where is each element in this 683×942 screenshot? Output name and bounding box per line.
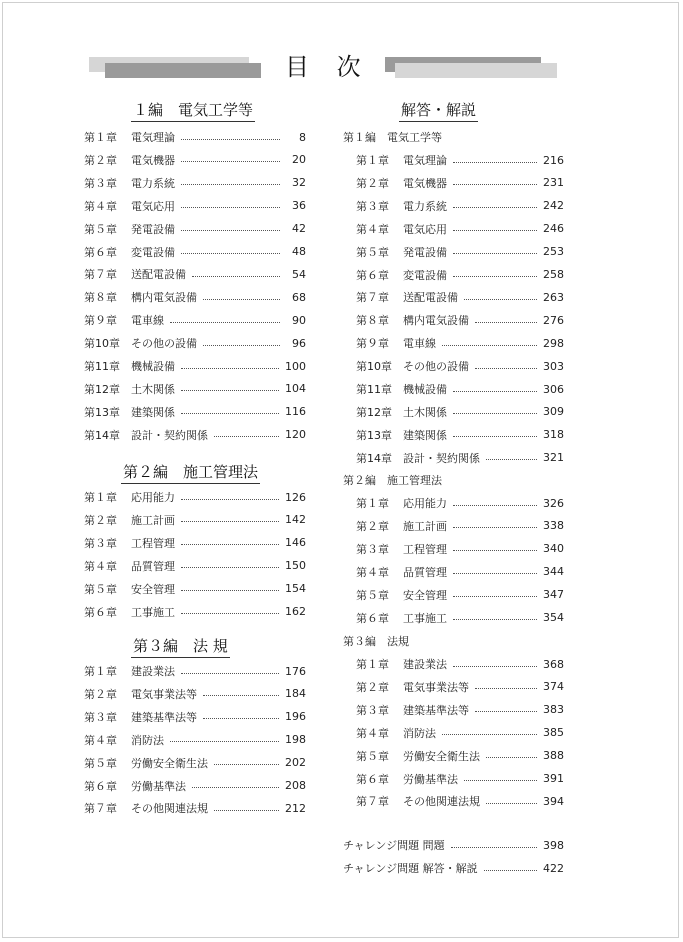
chapter-number: 第３章 [84, 536, 117, 550]
chapter-title: 施工計画 [403, 519, 447, 533]
page-number: 20 [292, 153, 306, 167]
leader-dots [451, 847, 537, 848]
page-number: 347 [543, 588, 564, 602]
chapter-title: 施工計画 [131, 513, 175, 527]
page-number: 422 [543, 861, 564, 875]
leader-dots [453, 253, 537, 254]
leader-dots [453, 391, 537, 392]
chapter-title: 工程管理 [131, 536, 175, 550]
chapter-title: 電気事業法等 [403, 680, 469, 694]
answer-entry [356, 267, 564, 283]
leader-dots [203, 695, 279, 696]
page-number: 231 [543, 176, 564, 190]
toc-entry [84, 335, 306, 351]
toc-entry [84, 152, 306, 168]
page-number: 142 [285, 513, 306, 527]
answer-entry [356, 335, 564, 351]
leader-dots [170, 322, 280, 323]
page-number: 340 [543, 542, 564, 556]
answer-entry [356, 244, 564, 260]
leader-dots [181, 499, 279, 500]
leader-dots [475, 322, 537, 323]
answer-entry [356, 793, 564, 809]
chapter-title: その他関連法規 [131, 802, 208, 816]
toc-entry [84, 129, 306, 145]
page-number: 176 [285, 664, 306, 678]
leader-dots [453, 666, 537, 667]
chapter-number: 第９章 [84, 314, 117, 328]
chapter-title: 電気応用 [131, 199, 175, 213]
leader-dots [181, 184, 280, 185]
page-number: 374 [543, 680, 564, 694]
toc-entry [84, 663, 306, 679]
chapter-number: 第13章 [356, 428, 392, 442]
toc-entry [84, 709, 306, 725]
chapter-title: 電気理論 [403, 154, 447, 167]
chapter-title: 設計・契約関係 [403, 451, 480, 465]
toc-entry [84, 512, 306, 528]
leader-dots [453, 207, 537, 208]
answers-heading: 解答・解説 [399, 99, 478, 122]
leader-dots [475, 368, 537, 369]
answer-entry [356, 748, 564, 764]
chapter-title: 電気事業法等 [131, 687, 197, 701]
answer-entry [356, 541, 564, 557]
chapter-number: 第14章 [84, 428, 120, 442]
chapter-number: 第６章 [356, 772, 389, 786]
challenge-entry [343, 860, 564, 876]
answer-entry [356, 495, 564, 511]
chapter-number: 第３章 [84, 710, 117, 724]
chapter-title: 労働基準法 [403, 772, 458, 786]
page-number: 394 [543, 794, 564, 808]
leader-dots [181, 161, 280, 162]
page-number: 354 [543, 611, 564, 624]
leader-dots [181, 413, 279, 414]
chapter-number: 第４章 [84, 733, 117, 747]
leader-dots [464, 299, 537, 300]
leader-dots [214, 810, 279, 811]
leader-dots [214, 436, 279, 437]
chapter-title: 建築基準法等 [131, 710, 197, 724]
page-number: 344 [543, 565, 564, 579]
leader-dots [475, 688, 537, 689]
page-number: 154 [285, 582, 306, 596]
toc-entry [84, 427, 306, 443]
chapter-title: その他関連法規 [403, 795, 480, 809]
answer-entry [356, 198, 564, 214]
toc-entry [84, 800, 306, 816]
chapter-title: チャレンジ問題 解答・解説 [343, 862, 478, 875]
chapter-number: 第６章 [356, 268, 389, 282]
chapter-title: その他の設備 [403, 360, 469, 374]
chapter-number: 第５章 [356, 749, 389, 763]
leader-dots [181, 139, 280, 140]
chapter-number: 第５章 [356, 245, 389, 259]
leader-dots [453, 413, 537, 414]
page-number: 116 [285, 405, 306, 419]
chapter-number: 第６章 [84, 779, 117, 793]
chapter-number: 第12章 [84, 382, 120, 396]
toc-entry [84, 381, 306, 397]
chapter-number: 第２章 [84, 687, 117, 701]
challenge-entry [343, 837, 564, 853]
chapter-number: 第11章 [356, 383, 392, 396]
chapter-title: 品質管理 [131, 559, 175, 573]
leader-dots [214, 764, 279, 765]
chapter-title: 安全管理 [131, 582, 175, 596]
chapter-title: その他の設備 [131, 337, 197, 351]
chapter-title: 工程管理 [403, 542, 447, 556]
toc-entry [84, 604, 306, 620]
section-heading: 第３編 法 規 [131, 635, 230, 658]
chapter-title: 電気機器 [403, 176, 447, 190]
page-number: 263 [543, 290, 564, 304]
chapter-title: 工事施工 [403, 611, 447, 625]
page-number: 338 [543, 519, 564, 533]
page-number: 258 [543, 268, 564, 281]
answer-entry [356, 564, 564, 580]
page-number: 212 [285, 801, 306, 815]
toc-entry [84, 289, 306, 305]
answer-entry [356, 381, 564, 397]
leader-dots [453, 619, 537, 620]
toc-entry [84, 558, 306, 574]
answer-group-label: 第３編 法規 [343, 635, 409, 648]
chapter-number: 第９章 [356, 337, 389, 351]
chapter-title: 土木関係 [403, 405, 447, 419]
chapter-title: 構内電気設備 [131, 291, 197, 305]
chapter-title: 工事施工 [131, 605, 175, 619]
answer-entry [356, 221, 564, 237]
chapter-number: 第13章 [84, 405, 120, 419]
chapter-number: 第７章 [356, 795, 389, 809]
toc-entry [84, 175, 306, 191]
answer-entry [356, 587, 564, 603]
chapter-number: 第11章 [84, 360, 120, 373]
section-heading: 第２編 施工管理法 [121, 461, 260, 484]
toc-entry [84, 221, 306, 237]
page-number: 398 [543, 838, 564, 852]
leader-dots [181, 253, 280, 254]
chapter-number: 第４章 [356, 726, 389, 740]
leader-dots [453, 550, 537, 551]
toc-entry [84, 358, 306, 374]
chapter-title: 設計・契約関係 [131, 428, 208, 442]
chapter-title: 建築関係 [403, 428, 447, 442]
chapter-title: 機械設備 [403, 383, 447, 396]
answer-entry [356, 450, 564, 466]
leader-dots [484, 870, 537, 871]
page-number: 104 [285, 382, 306, 396]
chapter-title: 品質管理 [403, 565, 447, 579]
chapter-number: 第１章 [356, 154, 389, 167]
chapter-number: 第２章 [356, 176, 389, 190]
chapter-number: 第４章 [84, 559, 117, 573]
leader-dots [170, 741, 279, 742]
chapter-title: 労働安全衛生法 [131, 756, 208, 770]
page-number: 32 [292, 176, 306, 190]
page-number: 202 [285, 756, 306, 770]
leader-dots [464, 780, 537, 781]
toc-entry [84, 732, 306, 748]
answer-entry [356, 404, 564, 420]
answer-entry [356, 702, 564, 718]
toc-entry [84, 244, 306, 260]
leader-dots [181, 567, 279, 568]
page-number: 162 [285, 605, 306, 618]
page-number: 54 [292, 267, 306, 281]
chapter-title: 応用能力 [403, 497, 447, 510]
leader-dots [453, 505, 537, 506]
page-number: 36 [292, 199, 306, 213]
chapter-title: 発電設備 [131, 222, 175, 236]
leader-dots [181, 230, 280, 231]
page-number: 303 [543, 359, 564, 373]
chapter-title: 電気理論 [131, 131, 175, 144]
page-number: 321 [543, 451, 564, 465]
leader-dots [453, 230, 537, 231]
chapter-title: 電力系統 [131, 176, 175, 190]
answer-entry [356, 610, 564, 626]
chapter-title: 建設業法 [403, 658, 447, 671]
toc-entry [84, 581, 306, 597]
chapter-number: 第３章 [356, 703, 389, 717]
leader-dots [192, 276, 280, 277]
chapter-title: 建築基準法等 [403, 703, 469, 717]
section-heading: １編 電気工学等 [131, 99, 255, 122]
answer-entry [356, 679, 564, 695]
leader-dots [181, 390, 279, 391]
page-number: 326 [543, 496, 564, 510]
toc-entry [84, 489, 306, 505]
leader-dots [453, 184, 537, 185]
toc-entry [84, 198, 306, 214]
toc-entry [84, 778, 306, 794]
chapter-title: 消防法 [131, 733, 164, 747]
toc-entry [84, 404, 306, 420]
chapter-title: 電気機器 [131, 153, 175, 167]
page-number: 298 [543, 336, 564, 350]
page-number: 146 [285, 536, 306, 550]
chapter-number: 第５章 [84, 582, 117, 596]
answer-entry [356, 656, 564, 672]
leader-dots [453, 436, 537, 437]
toc-entry [84, 755, 306, 771]
chapter-number: 第２章 [84, 513, 117, 527]
chapter-title: 労働安全衛生法 [403, 749, 480, 763]
chapter-number: 第６章 [356, 611, 389, 625]
answer-group-label: 第１編 電気工学等 [343, 131, 442, 144]
chapter-number: 第10章 [356, 360, 392, 374]
leader-dots [181, 207, 280, 208]
chapter-title: 土木関係 [131, 382, 175, 396]
page-number: 385 [543, 726, 564, 740]
chapter-number: 第１章 [356, 658, 389, 671]
chapter-number: 第１章 [84, 665, 117, 678]
chapter-number: 第12章 [356, 405, 392, 419]
leader-dots [203, 299, 280, 300]
answer-entry [356, 427, 564, 443]
chapter-title: 機械設備 [131, 360, 175, 373]
leader-dots [181, 368, 279, 369]
leader-dots [453, 527, 537, 528]
answer-entry [356, 771, 564, 787]
answer-entry [356, 175, 564, 191]
chapter-number: 第５章 [356, 588, 389, 602]
page-number: 8 [299, 130, 306, 144]
chapter-title: 送配電設備 [403, 291, 458, 305]
chapter-title: 電気応用 [403, 222, 447, 236]
chapter-number: 第３章 [84, 176, 117, 190]
leader-dots [442, 734, 537, 735]
leader-dots [203, 718, 279, 719]
chapter-number: 第７章 [84, 268, 117, 282]
page-number: 309 [543, 405, 564, 419]
chapter-title: 送配電設備 [131, 268, 186, 282]
page-number: 150 [285, 559, 306, 573]
answer-entry [356, 312, 564, 328]
chapter-title: 消防法 [403, 726, 436, 740]
document-page [2, 2, 679, 938]
chapter-number: 第１章 [84, 491, 117, 504]
chapter-number: 第３章 [356, 542, 389, 556]
chapter-title: 応用能力 [131, 491, 175, 504]
chapter-number: 第３章 [356, 199, 389, 213]
leader-dots [192, 787, 279, 788]
page-number: 126 [285, 490, 306, 504]
chapter-number: 第７章 [356, 291, 389, 305]
leader-dots [181, 613, 279, 614]
chapter-title: 安全管理 [403, 588, 447, 602]
page-number: 242 [543, 199, 564, 213]
page-number: 216 [543, 153, 564, 167]
chapter-number: 第２章 [84, 153, 117, 167]
page-number: 42 [292, 222, 306, 236]
page-number: 208 [285, 779, 306, 792]
chapter-number: 第６章 [84, 605, 117, 619]
toc-entry [84, 266, 306, 282]
leader-dots [486, 803, 537, 804]
chapter-number: 第４章 [356, 565, 389, 579]
chapter-title: 変電設備 [131, 245, 175, 259]
page-number: 383 [543, 703, 564, 717]
page-number: 68 [292, 290, 306, 304]
answer-entry [356, 152, 564, 168]
chapter-number: 第７章 [84, 802, 117, 816]
leader-dots [181, 521, 279, 522]
answer-group-label: 第２編 施工管理法 [343, 474, 442, 487]
chapter-title: 電力系統 [403, 199, 447, 213]
chapter-number: 第５章 [84, 222, 117, 236]
answer-entry [356, 358, 564, 374]
page-number: 90 [292, 313, 306, 327]
chapter-number: 第２章 [356, 680, 389, 694]
page-number: 368 [543, 657, 564, 671]
chapter-number: 第８章 [84, 291, 117, 305]
chapter-title: 建築関係 [131, 405, 175, 419]
page-title: 目 次 [285, 53, 371, 81]
leader-dots [486, 757, 537, 758]
toc-entry [84, 686, 306, 702]
page-number: 184 [285, 687, 306, 701]
answer-entry [356, 725, 564, 741]
chapter-title: 電車線 [403, 337, 436, 351]
leader-dots [453, 573, 537, 574]
page-number: 391 [543, 772, 564, 785]
leader-dots [486, 459, 537, 460]
chapter-title: 変電設備 [403, 268, 447, 282]
title-bar-right-light [395, 63, 557, 78]
chapter-number: 第５章 [84, 756, 117, 770]
page-number: 96 [292, 336, 306, 350]
leader-dots [203, 345, 280, 346]
chapter-number: 第10章 [84, 337, 120, 351]
toc-entry [84, 535, 306, 551]
page-number: 388 [543, 749, 564, 763]
page-number: 48 [292, 245, 306, 258]
chapter-number: 第６章 [84, 245, 117, 259]
page-number: 246 [543, 222, 564, 236]
leader-dots [442, 345, 537, 346]
chapter-number: 第１章 [356, 497, 389, 510]
leader-dots [181, 590, 279, 591]
chapter-number: 第14章 [356, 451, 392, 465]
page-number: 276 [543, 313, 564, 327]
page-number: 120 [285, 428, 306, 442]
chapter-title: チャレンジ問題 問題 [343, 839, 445, 852]
chapter-title: 発電設備 [403, 245, 447, 259]
leader-dots [453, 276, 537, 277]
page-number: 196 [285, 710, 306, 724]
answer-entry [356, 518, 564, 534]
chapter-title: 建設業法 [131, 665, 175, 678]
toc-entry [84, 312, 306, 328]
chapter-number: 第２章 [356, 519, 389, 533]
chapter-title: 電車線 [131, 314, 164, 328]
chapter-number: 第４章 [84, 199, 117, 213]
leader-dots [181, 544, 279, 545]
page-number: 198 [285, 733, 306, 747]
leader-dots [453, 162, 537, 163]
page-number: 100 [285, 359, 306, 373]
answer-entry [356, 289, 564, 305]
chapter-title: 労働基準法 [131, 779, 186, 793]
page-number: 253 [543, 245, 564, 259]
page-number: 306 [543, 382, 564, 396]
chapter-number: 第１章 [84, 131, 117, 144]
chapter-number: 第４章 [356, 222, 389, 236]
chapter-number: 第８章 [356, 314, 389, 328]
page-number: 318 [543, 428, 564, 442]
leader-dots [475, 711, 537, 712]
leader-dots [181, 673, 279, 674]
title-bar-left-dark [105, 63, 261, 78]
leader-dots [453, 596, 537, 597]
chapter-title: 構内電気設備 [403, 314, 469, 328]
